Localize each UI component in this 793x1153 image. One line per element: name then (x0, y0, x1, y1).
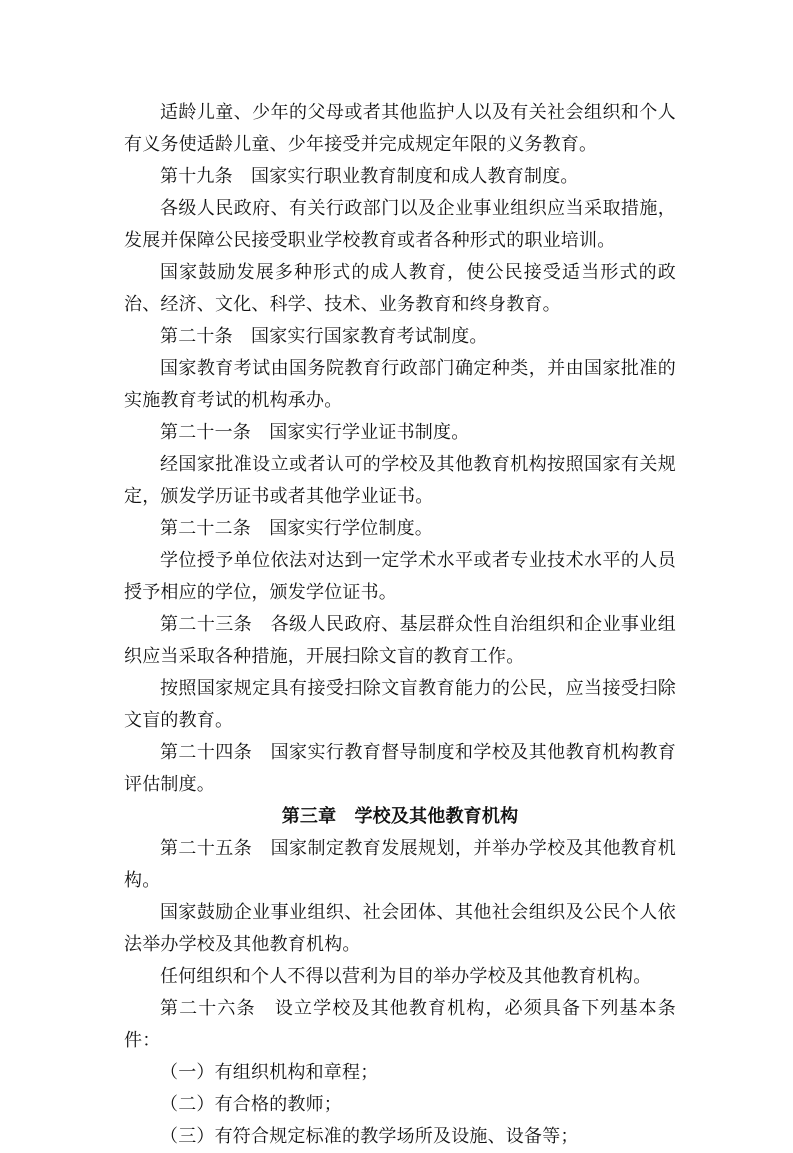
paragraph: 国家鼓励发展多种形式的成人教育，使公民接受适当形式的政治、经济、文化、科学、技术、业务教育和终身教育。 (124, 262, 676, 315)
article-paragraph: 第十九条 国家实行职业教育制度和成人教育制度。 (160, 166, 579, 187)
document-body (124, 97, 676, 1153)
article-paragraph: 第二十四条 国家实行教育督导制度和学校及其他教育机构教育评估制度。 (124, 742, 676, 795)
list-item: （二）有合格的教师； (160, 1094, 342, 1115)
paragraph: 经国家批准设立或者认可的学校及其他教育机构按照国家有关规定，颁发学历证书或者其他学业证书。 (124, 454, 676, 507)
article-paragraph: 第二十三条 各级人民政府、基层群众性自治组织和企业事业组织应当采取各种措施，开展扫除文盲的教育工作。 (124, 614, 676, 667)
list-item: （一）有组织机构和章程； (160, 1062, 379, 1083)
paragraph: 国家鼓励企业事业组织、社会团体、其他社会组织及公民个人依法举办学校及其他教育机构。 (124, 902, 676, 955)
chapter-heading: 第三章 学校及其他教育机构 (281, 806, 519, 827)
paragraph: 按照国家规定具有接受扫除文盲教育能力的公民，应当接受扫除文盲的教育。 (124, 678, 676, 731)
article-paragraph: 第二十五条 国家制定教育发展规划，并举办学校及其他教育机构。 (124, 838, 676, 891)
paragraph: 学位授予单位依法对达到一定学术水平或者专业技术水平的人员授予相应的学位，颁发学位证书。 (124, 550, 676, 603)
article-paragraph: 第二十六条 设立学校及其他教育机构，必须具备下列基本条件： (124, 998, 676, 1051)
article-paragraph: 第二十二条 国家实行学位制度。 (160, 518, 433, 539)
paragraph: 任何组织和个人不得以营利为目的举办学校及其他教育机构。 (160, 966, 652, 987)
paragraph: 国家教育考试由国务院教育行政部门确定种类，并由国家批准的实施教育考试的机构承办。 (124, 358, 676, 411)
paragraph: 各级人民政府、有关行政部门以及企业事业组织应当采取措施，发展并保障公民接受职业学校教育或者各种形式的职业培训。 (124, 198, 676, 251)
article-paragraph: 第二十一条 国家实行学业证书制度。 (160, 422, 470, 443)
paragraph: 适龄儿童、少年的父母或者其他监护人以及有关社会组织和个人有义务使适龄儿童、少年接受并完成规定年限的义务教育。 (124, 102, 676, 155)
list-item: （三）有符合规定标准的教学场所及设施、设备等； (160, 1126, 579, 1147)
article-paragraph: 第二十条 国家实行国家教育考试制度。 (160, 326, 488, 347)
